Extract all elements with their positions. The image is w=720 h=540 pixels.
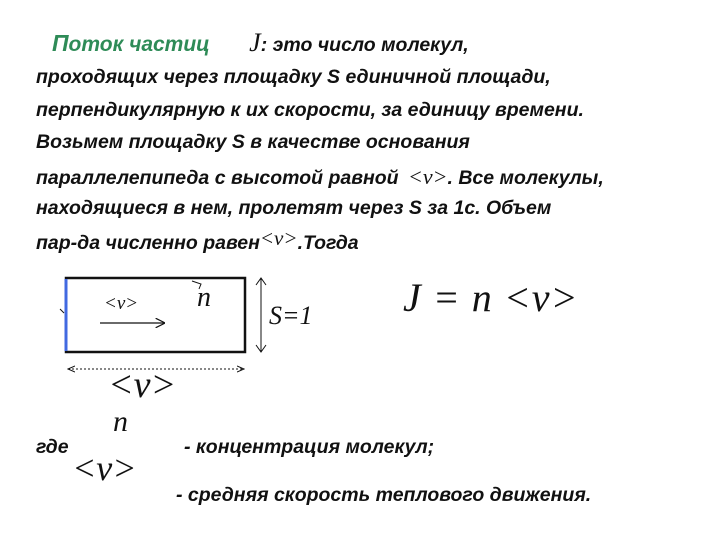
paragraph-line-4: Возьмем площадку S в качестве основания <box>36 131 470 153</box>
symbol-j: J <box>249 28 261 57</box>
paragraph-line-6: находящиеся в нем, пролетят через S за 1с. Объем <box>36 197 552 219</box>
line5-head: параллелепипеда с высотой равной <box>36 167 399 189</box>
definition-v-desc: - средняя скорость теплового движения. <box>176 484 592 506</box>
symbol-v-mean: <v> <box>408 164 448 189</box>
definition-symbol-v: <v> <box>72 448 137 488</box>
box-label-v: <v> <box>104 293 139 314</box>
symbol-v-mean-2: <v> <box>259 226 298 250</box>
box-label-n: n <box>197 282 211 313</box>
line5-tail: . Все молекулы, <box>447 167 604 189</box>
line7-head: пар-да численно равен <box>36 232 260 254</box>
paragraph-line-2: проходящих через площадку S единичной площади, <box>36 66 551 88</box>
side-label-s: S=1 <box>269 301 313 330</box>
definition-symbol-n: n <box>113 405 128 438</box>
bottom-label-v: <v> <box>108 364 177 406</box>
definition-n-desc: - концентрация молекул; <box>184 436 435 458</box>
paragraph-line-3: перпендикулярную к их скорости, за единицу времени. <box>36 99 584 121</box>
title-rest: оток частиц <box>68 33 210 56</box>
tick-mark-left <box>60 309 64 313</box>
title-first-letter: П <box>52 30 69 56</box>
line7-tail: .Тогда <box>297 232 359 254</box>
flux-formula: J = n <v> <box>403 275 579 320</box>
box-outline <box>66 278 245 352</box>
definition-where: где <box>36 436 69 458</box>
line1-tail: : это число молекул, <box>260 34 469 56</box>
